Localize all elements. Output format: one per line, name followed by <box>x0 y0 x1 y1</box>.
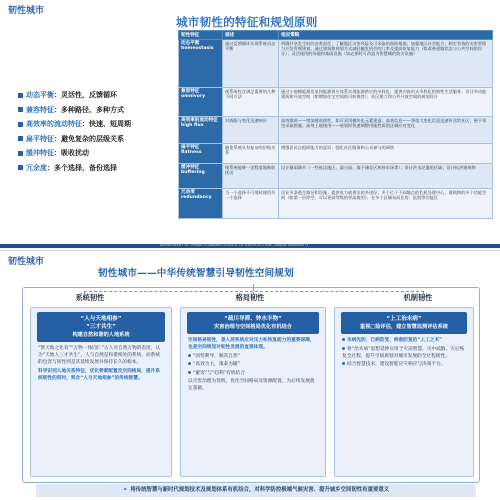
column-header: 描述 <box>223 31 279 40</box>
bullet-dot-icon <box>188 354 191 357</box>
feature-description-cell: 通过反馈循环实现系统动态平衡 <box>223 40 279 88</box>
column-heading: 机制韧性 <box>403 293 433 302</box>
panel-paragraph: 以灾害治理为契机，优化空间格局及资源配置，为后续发展奠定基础。 <box>188 379 315 391</box>
feature-category-cell: 缓冲特征 buffering <box>179 164 223 189</box>
table-row <box>179 144 493 164</box>
table-row <box>179 189 493 219</box>
panel-paragraph: 将“治未病”思想延伸应用于灾前智慧、灾中疏散、灾后恢复全过程，提升空间规划对城市发展的全过程韧性。 <box>342 346 465 359</box>
bullet-dot-icon <box>342 338 345 341</box>
square-bullet-icon <box>18 93 23 98</box>
square-bullet-icon <box>18 122 23 127</box>
column-heading: 系统韧性 <box>75 293 105 302</box>
table-row <box>179 164 493 189</box>
feature-item: 兼容特征：多种路径、多种方式 <box>18 103 190 118</box>
slide-title: 韧性城市——中华传统智慧引导韧性空间规划 <box>98 268 294 279</box>
feature-category-cell: 动态平衡 homeostasis <box>179 40 223 88</box>
feature-category-cell: 扁平特征 flatness <box>179 144 223 164</box>
panel-body <box>342 337 466 368</box>
bullet-dot-icon <box>342 362 345 365</box>
square-bullet-icon <box>18 165 23 170</box>
feature-item: 扁平特征：避免复杂的层级关系 <box>18 132 190 147</box>
bullet-dot-icon <box>342 347 345 350</box>
bullet-dot-icon <box>188 362 191 365</box>
pattern-resilience-panel <box>180 307 326 477</box>
slide-corner-title: 韧性城市 <box>8 257 45 267</box>
strategy-cell: 设计多条逃生路径和设施；提供电力或供水的多途径；多个位于不同地点的危机处理中心；建筑物的多个功能空间（如第一层停空，可以更高等级的更高使用）；在多个区域布局住房、医院等功能区 <box>279 189 493 219</box>
panel-paragraph: “高效为主，康泰为辅” <box>188 361 318 368</box>
panel-paragraph: 科学识别人地关系特征，优化要素配置及空间格局，提升系统韧性的同时，契合“人与天地相参”的传统智慧。 <box>38 368 160 381</box>
mechanism-resilience-panel <box>334 307 474 477</box>
feature-description-cell: 使系统包含满足需要的几种不同方法 <box>223 88 279 117</box>
feature-item: 缓冲特征：吸收扰动 <box>18 146 190 161</box>
system-resilience-panel <box>30 307 172 477</box>
feature-item: 动态平衡：灵活性，反馈循环 <box>18 88 190 103</box>
feature-category-cell: 高效率的流动特征 high flux <box>179 117 223 144</box>
table-row <box>179 40 493 88</box>
feature-description-cell: 对威胁与变化迅速响应 <box>223 117 279 144</box>
panel-paragraph: “赞天地之化育”“万物一体同仁”古人对自然万物的态度，认为“天地人三才共生”，人与自然是和谐相处的系统，而系统的包容与韧性则是其延续发展并保持长久的根本。 <box>38 346 161 365</box>
slide-title: 城市韧性的特征和规划原则 <box>176 15 318 29</box>
strategy-cell: 增强居民自组织能力的意识；强化社区服务和公众参与的网络 <box>279 144 493 164</box>
panel-header: “人与天地相参” “三才共生” 构建自然和谐的人地系统 <box>37 312 165 342</box>
panel-paragraph: 空间格局韧性，是人居系统应对压力和恢复能力的重要保障，也是空间规划对韧性发展的直接体现。 <box>188 338 315 350</box>
star-icon: ✦ <box>122 487 128 493</box>
panel-header: “上工治未病” 重视□险评估，建立智慧监测评估系统 <box>341 312 467 334</box>
square-bullet-icon <box>18 136 23 141</box>
feature-category-cell: 冗余度 redundancy <box>179 189 223 219</box>
panel-paragraph: “因势利导、顺其自然” <box>188 353 318 360</box>
table-row <box>179 117 493 144</box>
resilience-principles-table <box>178 30 493 219</box>
feature-item: 冗余度：多个选择，备份选择 <box>18 161 190 176</box>
table-header-row <box>179 31 493 40</box>
column-header: 相应策略 <box>279 31 493 40</box>
strategy-cell: 设计暴雨调节（一些低洼地区、湿公园、地下储存区和停车场等）；设计洪水泛滥的区域；设计抗洪建筑物 <box>279 164 493 189</box>
bullet-dot-icon <box>188 371 191 374</box>
feature-item: 高效率的流动特征：快速、短周期 <box>18 117 190 132</box>
strategy-cell: 通过小规模能源发电和能源供应体系实现能源供应的多样化；提供内容形式多样化的韧性生活服务；设计多功能建筑和开放空间（如增加住宅空间的可转换性）；社区建立和公共开放空间的规划设计 <box>279 88 493 117</box>
feature-description-cell: 当一个选择不可用时使用另一个选择 <box>223 189 279 219</box>
column-heading: 格局韧性 <box>235 293 265 302</box>
panel-body <box>38 345 164 382</box>
slide-resilience-features <box>0 0 500 248</box>
square-bullet-icon <box>18 151 23 156</box>
panel-paragraph: “避害”与“趋利”有机结合 <box>188 370 318 377</box>
table-row <box>179 88 493 117</box>
feature-description-cell: 避免系统具有复杂的层级关系 <box>223 144 279 164</box>
panel-paragraph: 结合智慧技术，建设智能应灾响应与决策平台。 <box>342 361 466 368</box>
conclusion-banner: ✦ 将传统智慧与新时代规划技术及规划体系有机结合，对科学防控极端气候灾害、提升城乡空间韧性有重要意义 <box>36 484 476 497</box>
panel-body <box>188 337 318 392</box>
slide-traditional-wisdom <box>0 250 500 500</box>
strategy-cell: 明确共享发生时的各类责任；了解地区灾害风险及可采取的预防措施；加强地区社会能力；制定有效的灾害管理与应急管理规划；通过建筑和规划方式减轻触发机会的几率及提高恢复能力（如改善道路状态与公共空间的设计）；灵活使用的场地和基础设施（如必要时可改造为智慧城的防灾设施） <box>279 40 493 88</box>
feature-description-cell: 使系统能够一定程度地吸收扰动 <box>223 164 279 189</box>
panel-header: “疏川导滞、钟水丰物” 灾害治理与空间格局优化有机结合 <box>187 312 319 334</box>
feature-category-cell: 兼容特征 omnivory <box>179 88 223 117</box>
panel-paragraph: 未病先防、已病防变、病愈防复的“上工之术” <box>342 337 466 344</box>
slide-corner-title: 韧性城市 <box>8 6 45 16</box>
strategy-cell: 高效建筑——增加建筑韧性，如可采用模块化元素建造；高效信息——将重大变化信息迅速传达给社区；便于邻里采取措施；高效土地使用——规划时快速调整用地性质的区域应对变化 <box>279 117 493 144</box>
slide-footer-text: DEPARTMENT OF URBAN PLANNING SCHOOL OF ARCHITECTURE TIANJIN UNIVERSITY <box>160 243 309 247</box>
square-bullet-icon <box>18 107 23 112</box>
column-header: 韧性特征 <box>179 31 223 40</box>
feature-list <box>18 88 190 175</box>
